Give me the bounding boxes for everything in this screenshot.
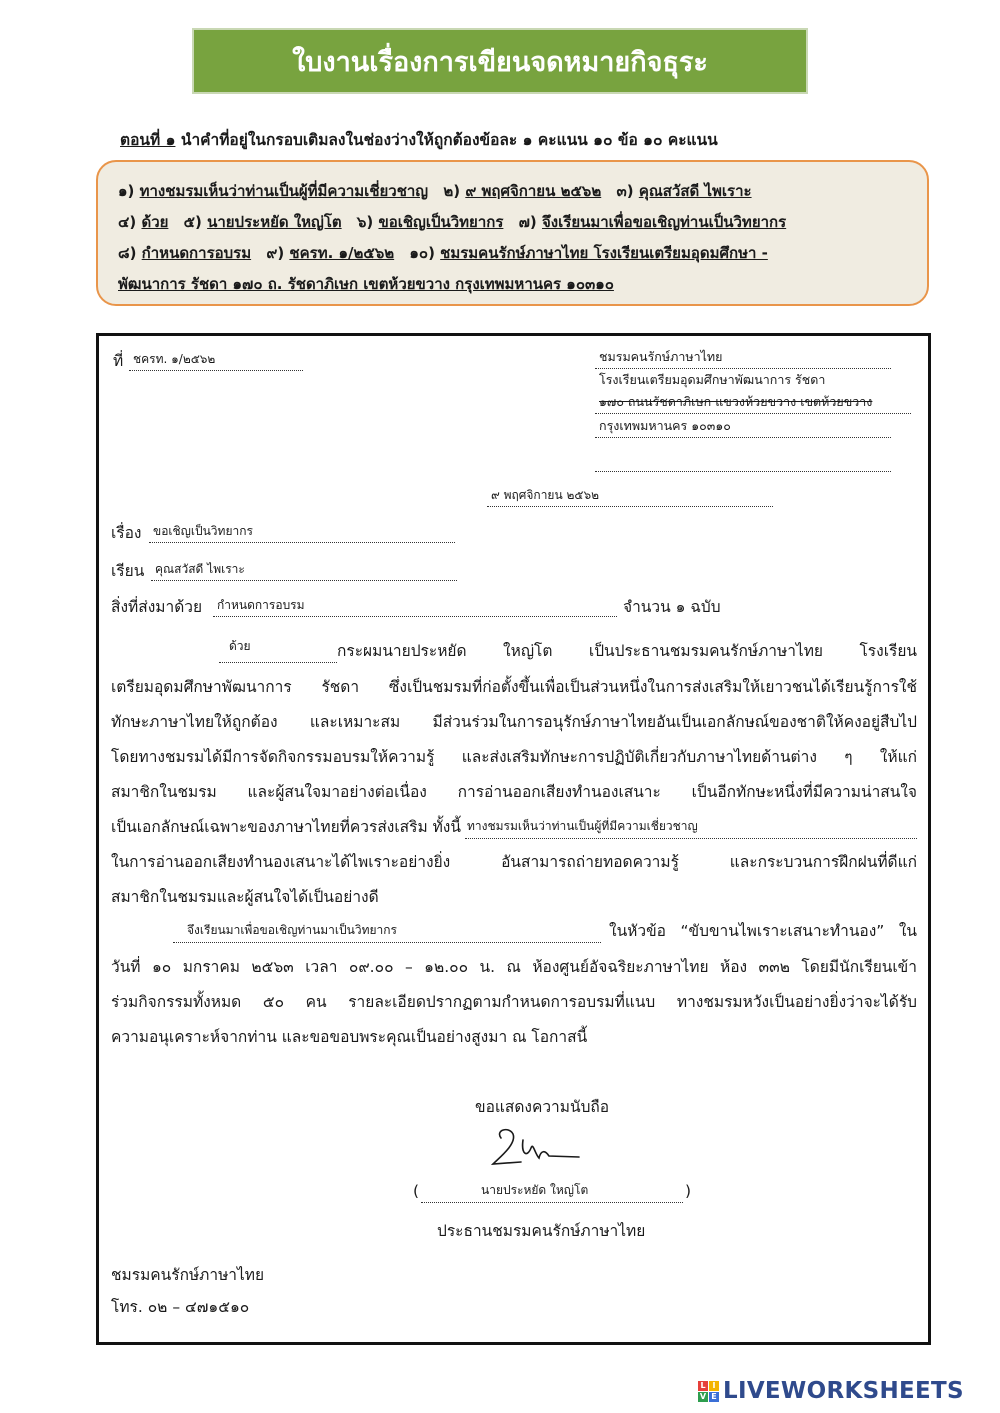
body-text: ทักษะภาษาไทยให้ถูกต้อง และเหมาะสม มีส่วนร่วมในการอนุรักษ์ภาษาไทยอันเป็นเอกลักษณ์ของชาติให้คงอยู่สืบไป: [111, 713, 917, 731]
body-text: สมาชิกในชมรม และผู้สนใจมาอย่างต่อเนื่อง การอ่านออกเสียงทำนองเสนาะ เป็นอีกทักษะหนึ่งที่มีความน่าสนใจ: [111, 783, 917, 801]
word-bank: [96, 160, 929, 306]
word-number: ๒): [443, 182, 461, 200]
liveworksheets-logo: [698, 1378, 964, 1404]
subject-blank[interactable]: [149, 522, 455, 543]
reason-blank[interactable]: [465, 818, 917, 839]
reason-answer: ทางชมรมเห็นว่าท่านเป็นผู้ที่มีความเชี่ยวชาญ: [466, 819, 698, 833]
logo-mark-letter: V: [699, 1392, 707, 1401]
body-line: [111, 814, 917, 839]
word-option: ชครท. ๑/๒๕๖๒: [289, 244, 395, 262]
liveworksheets-logo-icon: [698, 1381, 719, 1402]
instruction-text: นำคำที่อยู่ในกรอบเติมลงในช่องว่างให้ถูกต้องข้อละ ๑ คะแนน ๑๐ ข้อ ๑๐ คะแนน: [180, 131, 718, 149]
opening-answer: ด้วย: [229, 639, 251, 653]
signer-paren-open: (: [413, 1182, 420, 1200]
word-option: ด้วย: [141, 213, 169, 231]
word-number: ๕): [183, 213, 202, 231]
body-text: กระผมนายประหยัด ใหญ่โต เป็นประธานชมรมคนรักษ์ภาษาไทย โรงเรียน: [337, 642, 917, 660]
word-bank-line: [118, 269, 907, 300]
salutation-answer: คุณสวัสดี ไพเราะ: [155, 562, 245, 576]
body-text: ในการอ่านออกเสียงทำนองเสนาะได้ไพเราะอย่างยิ่ง อันสามารถถ่ายทอดความรู้ และกระบวนการฝึกฝนที่ดีแก่: [111, 853, 917, 871]
address-line: กรุงเทพมหานคร ๑๐๓๑๐: [599, 418, 731, 433]
word-number: ๑): [118, 182, 135, 200]
word-number: ๗): [518, 213, 537, 231]
opening-blank[interactable]: [219, 639, 337, 663]
word-bank-line: [118, 207, 907, 238]
body-text: ความอนุเคราะห์จากท่าน และขอขอบพระคุณเป็นอย่างสูงมา ณ โอกาสนี้: [111, 1028, 588, 1046]
enclosure-label: สิ่งที่ส่งมาด้วย: [111, 598, 203, 616]
word-option: ชมรมคนรักษ์ภาษาไทย โรงเรียนเตรียมอุดมศึกษา -: [440, 244, 768, 262]
address-row: [595, 371, 891, 391]
ref-label: ที่: [113, 352, 124, 370]
subject-label: เรื่อง: [111, 524, 142, 542]
instruction-label: ตอนที่ ๑: [120, 131, 176, 149]
signer-title: ประธานชมรมคนรักษ์ภาษาไทย: [437, 1222, 646, 1240]
body-text: ร่วมกิจกรรมทั้งหมด ๕๐ คน รายละเอียดปรากฏตามกำหนดการอบรมที่แนบ ทางชมรมหวังเป็นอย่างยิ่งว่าจะได้รับ: [111, 993, 917, 1011]
footer-phone: โทร. ๐๒ – ๔๗๑๕๑๐: [111, 1298, 250, 1316]
signer-answer: นายประหยัด ใหญ่โต: [481, 1183, 589, 1197]
closing: ขอแสดงความนับถือ: [475, 1098, 610, 1116]
liveworksheets-wordmark: LIVEWORKSHEETS: [723, 1378, 964, 1404]
request-answer: จึงเรียนมาเพื่อขอเชิญท่านมาเป็นวิทยากร: [187, 923, 397, 937]
body-text: เป็นเอกลักษณ์เฉพาะของภาษาไทยที่ควรส่งเสริม ทั้งนี้: [111, 818, 461, 836]
date-answer: ๙ พฤศจิกายน ๒๕๖๒: [491, 488, 599, 502]
word-bank-line: [118, 176, 907, 207]
word-option: พัฒนาการ รัชดา ๑๗๐ ถ. รัชดาภิเษก เขตห้วยขวาง กรุงเทพมหานคร ๑๐๓๑๐: [118, 275, 614, 293]
body-text: วันที่ ๑๐ มกราคม ๒๕๖๓ เวลา ๐๙.๐๐ – ๑๒.๐๐ น. ณ ห้องศูนย์อัจฉริยะภาษาไทย ห้อง ๓๓๒ โดยมีนักเรียนเข้า: [111, 958, 917, 976]
address-line: ชมรมคนรักษ์ภาษาไทย: [599, 349, 723, 364]
body-line: [173, 918, 917, 943]
subject-answer: ขอเชิญเป็นวิทยากร: [153, 524, 253, 538]
logo-mark-letter: I: [709, 1381, 719, 1391]
body-text: ในหัวข้อ “ขับขานไพเราะเสนาะทำนอง” ใน: [609, 922, 917, 940]
signature-icon: [487, 1124, 583, 1172]
word-number: ๑๐): [409, 244, 435, 262]
worksheet-title: ใบงานเรื่องการเขียนจดหมายกิจธุระ: [292, 46, 708, 78]
address-blank[interactable]: [595, 451, 891, 472]
salutation-label: เรียน: [111, 562, 145, 580]
word-bank-line: [118, 238, 907, 269]
signer-blank[interactable]: [421, 1182, 683, 1203]
logo-mark-letter: L: [698, 1381, 708, 1391]
address-line: โรงเรียนเตรียมอุดมศึกษาพัฒนาการ รัชดา: [599, 372, 826, 387]
ref-blank[interactable]: [129, 350, 303, 371]
word-option: นายประหยัด ใหญ่โต: [207, 213, 342, 231]
word-number: ๘): [118, 244, 137, 262]
signer-paren-close: ): [685, 1182, 692, 1200]
worksheet-title-banner: [192, 28, 808, 94]
address-blank[interactable]: [595, 348, 891, 369]
word-option: ขอเชิญเป็นวิทยากร: [378, 213, 504, 231]
word-number: ๖): [356, 213, 374, 231]
address-line: ๑๗๐ ถนนรัชดาภิเษก แขวงห้วยขวาง เขตห้วยขวาง: [599, 394, 873, 409]
word-number: ๙): [266, 244, 285, 262]
word-option: ๙ พฤศจิกายน ๒๕๖๒: [465, 182, 602, 200]
ref-answer: ชครท. ๑/๒๕๖๒: [133, 352, 216, 366]
instruction: [120, 127, 718, 152]
date-blank[interactable]: [487, 486, 773, 507]
word-option: คุณสวัสดี ไพเราะ: [638, 182, 752, 200]
request-blank[interactable]: [173, 922, 601, 943]
body-text: เตรียมอุดมศึกษาพัฒนาการ รัชดา ซึ่งเป็นชมรมที่ก่อตั้งขึ้นเพื่อเป็นส่วนหนึ่งในการส่งเสริมให้เยาวชนได้เรียนรู้การใช้: [111, 678, 917, 696]
letter-frame: [96, 333, 931, 1345]
body-line: [219, 638, 917, 663]
body-text: โดยทางชมรมได้มีการจัดกิจกรรมอบรมให้ความรู้ และส่งเสริมทักษะการปฏิบัติเกี่ยวกับภาษาไทยด้านต่าง ๆ ให้แก่: [111, 748, 917, 766]
footer-org: ชมรมคนรักษ์ภาษาไทย: [111, 1266, 265, 1284]
word-number: ๔): [118, 213, 137, 231]
enclosure-answer: กำหนดการอบรม: [217, 598, 305, 612]
word-option: จึงเรียนมาเพื่อขอเชิญท่านเป็นวิทยากร: [542, 213, 787, 231]
enclosure-count: จำนวน ๑ ฉบับ: [623, 598, 721, 616]
address-blank[interactable]: [595, 417, 891, 438]
enclosure-blank[interactable]: [213, 596, 617, 617]
word-option: ทางชมรมเห็นว่าท่านเป็นผู้ที่มีความเชี่ยวชาญ: [139, 182, 429, 200]
word-number: ๓): [616, 182, 634, 200]
word-option: กำหนดการอบรม: [141, 244, 252, 262]
body-text: สมาชิกในชมรมและผู้สนใจได้เป็นอย่างดี: [111, 888, 379, 906]
logo-mark-letter: E: [709, 1392, 719, 1402]
address-blank[interactable]: [595, 393, 911, 414]
salutation-blank[interactable]: [151, 560, 457, 581]
